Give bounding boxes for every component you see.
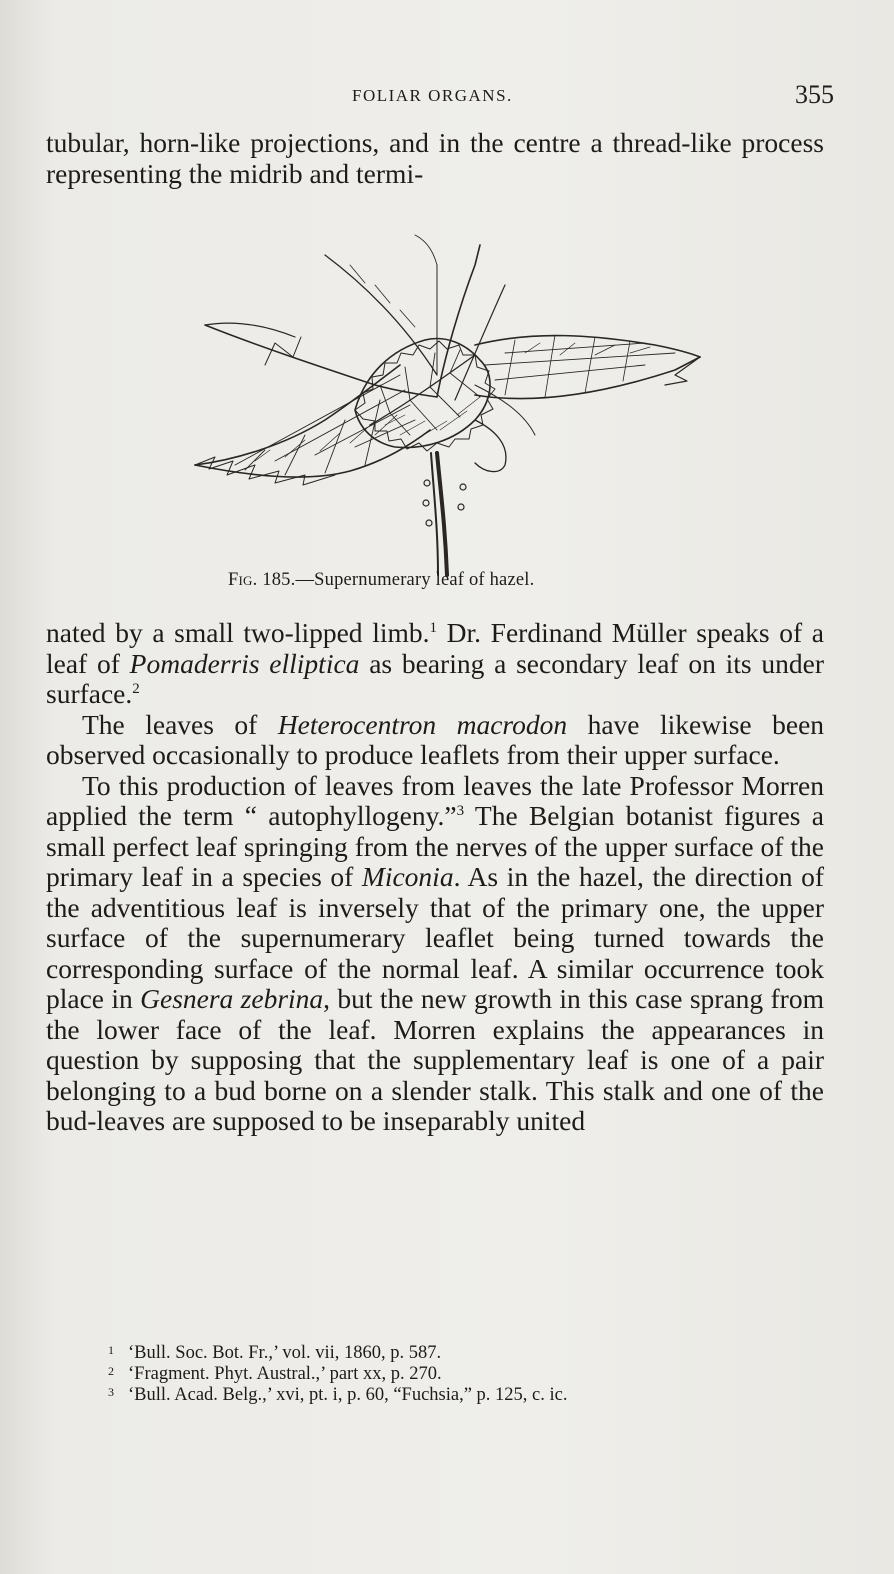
footnote <box>106 1364 806 1385</box>
footnote-mark: 2 <box>108 1364 114 1378</box>
paragraph <box>46 771 824 1137</box>
text-run: as bearing a secondary leaf on its under surface. <box>46 647 824 709</box>
hazel-leaf-illustration <box>175 225 715 585</box>
footnote-ref[interactable]: 3 <box>456 802 465 819</box>
footnote-mark: 3 <box>108 1385 114 1399</box>
text-run: . As in the hazel, the direction of the adventitious leaf is inversely that of the primary one, the upper surface of the supernumerary leaflet being turned towards the corresponding surface of the normal leaf. A similar occurrence took place in <box>46 861 824 1014</box>
footnote-ref[interactable]: 2 <box>132 680 140 697</box>
footnote <box>106 1385 806 1406</box>
paragraph <box>46 710 824 771</box>
footnotes <box>106 1343 806 1406</box>
text-block-top <box>46 128 824 189</box>
hazel-leaf-figure <box>175 225 715 585</box>
species-name: Gesnera zebrina <box>140 983 324 1014</box>
text-run: nated by a small two-lipped limb. <box>46 617 430 648</box>
footnote <box>106 1343 806 1364</box>
running-head: FOLIAR ORGANS. <box>352 86 513 105</box>
figure-caption <box>228 570 534 591</box>
footnote-ref[interactable]: 1 <box>429 619 437 636</box>
footnote-mark: 1 <box>108 1343 114 1357</box>
page-header <box>0 80 894 114</box>
species-name: Pomaderris elliptica <box>129 647 360 679</box>
paragraph-continuation: tubular, horn-like projections, and in the centre a thread-like process representing the midrib and termi- <box>46 127 824 189</box>
paragraph <box>46 618 824 710</box>
species-name: Heterocentron macrodon <box>277 708 568 740</box>
footnote-text: ‘Fragment. Phyt. Austral.,’ part xx, p. 270. <box>128 1364 442 1384</box>
text-run: The Belgian botanist figures a small perfect leaf springing from the nerves of the upper surface of the primary leaf in a species of <box>46 800 824 892</box>
footnote-text: ‘Bull. Acad. Belg.,’ xvi, pt. i, p. 60, “Fuchsia,” p. 125, c. ic. <box>128 1385 568 1405</box>
text-run: The leaves of <box>82 708 278 740</box>
text-run: , but the new growth in this case sprang from the lower face of the leaf. Morren explains the appearances in question by supposing that the supplementary leaf is one of a pair belonging to a bud borne on a slender stalk. This stalk and one of the bud-leaves are supposed to be inseparably united <box>46 983 824 1136</box>
text-block-main <box>46 618 824 1137</box>
text-run: have likewise been observed occasionally to produce leaflets from their upper surface. <box>46 708 825 770</box>
page-number: 355 <box>795 80 834 109</box>
genus-name: Miconia <box>361 861 454 892</box>
footnote-text: ‘Bull. Soc. Bot. Fr.,’ vol. vii, 1860, p. 587. <box>128 1343 442 1363</box>
figure-label: Fig. 185. <box>228 570 296 590</box>
text-run: Dr. Ferdinand Müller speaks of a leaf of <box>46 617 825 679</box>
text-run: To this production of leaves from leaves the late Professor Morren applied the term “ autophyllogeny.” <box>46 769 824 831</box>
figure-caption-text: —Supernumerary leaf of hazel. <box>295 570 535 590</box>
